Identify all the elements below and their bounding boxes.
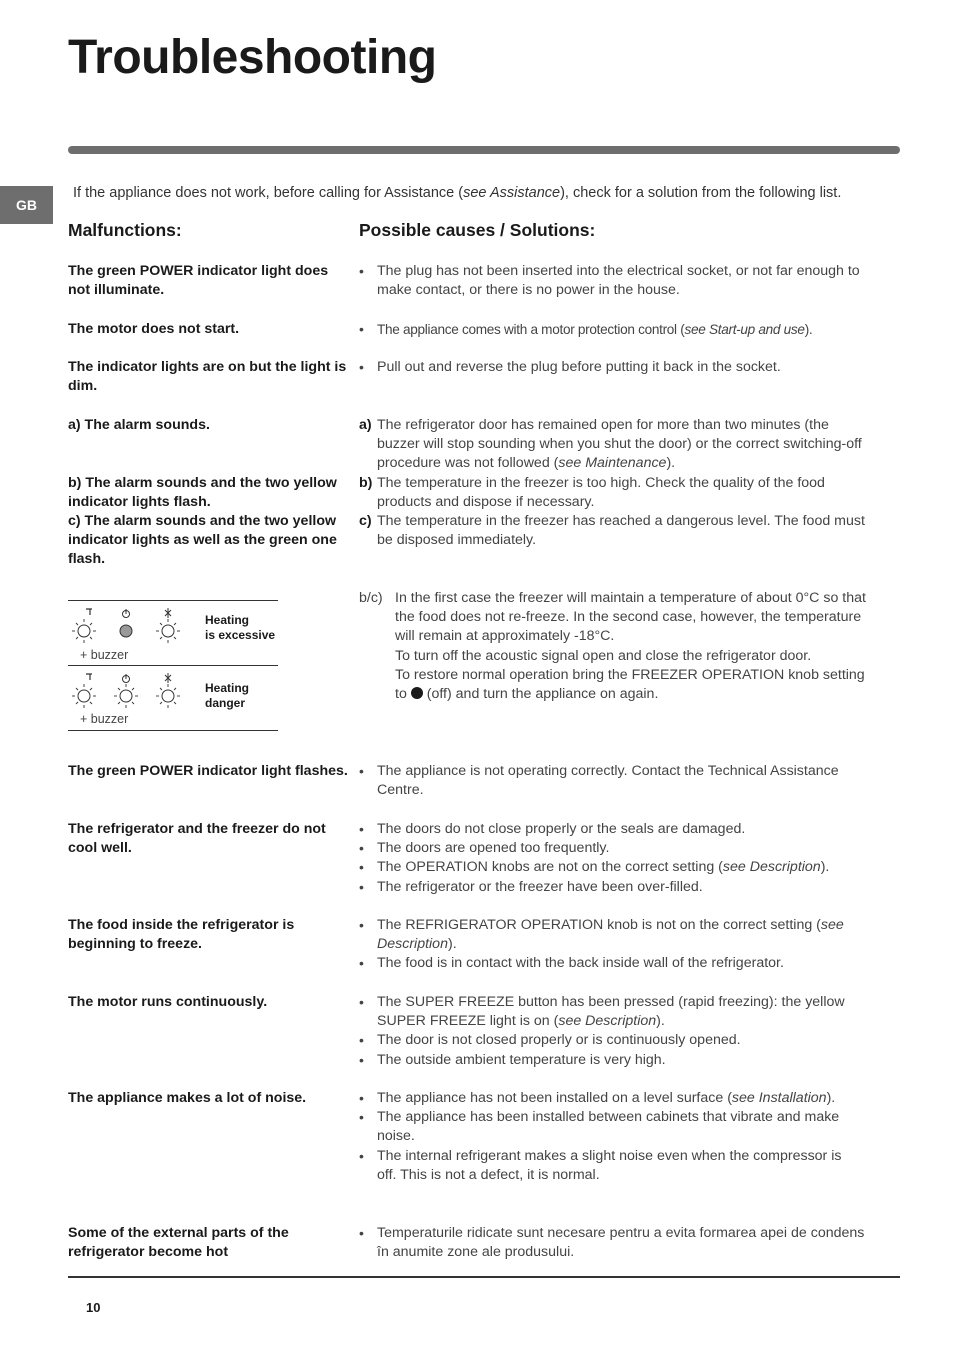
- list-item: [359, 320, 874, 339]
- malfunction-noise: The appliance makes a lot of noise.: [68, 1090, 307, 1106]
- item-marker: b): [359, 474, 373, 491]
- item-marker: a): [359, 417, 372, 433]
- label-line: Heating: [205, 681, 250, 695]
- alarm-solutions: [359, 416, 874, 550]
- solution-text: ).: [447, 936, 457, 953]
- language-tab: GB: [0, 186, 53, 224]
- solution-ref: see Description: [377, 917, 844, 953]
- solution-list: [359, 916, 874, 974]
- solution-text: ).: [820, 859, 830, 876]
- page-number: 10: [86, 1300, 101, 1315]
- bullet: •: [359, 1109, 364, 1126]
- buzzer-label: + buzzer: [80, 712, 129, 726]
- solution-text-part: To restore normal operation bring the FREEZER OPERATION knob setting to: [395, 666, 865, 703]
- solution-text: The outside ambient temperature is very high.: [377, 1051, 666, 1068]
- solution-text: Temperaturile ridicate sunt necesare pentru a evita formarea apei de condens în anumite zone ale produsului.: [377, 1225, 865, 1261]
- page-title: Troubleshooting: [68, 31, 437, 84]
- list-item: [359, 916, 874, 954]
- solution-list: [359, 358, 874, 377]
- solution-text: The REFRIGERATOR OPERATION knob is not on the correct setting (: [377, 917, 821, 933]
- solution-ref: see Installation: [731, 1090, 827, 1106]
- list-item: [359, 416, 874, 474]
- list-item: [359, 954, 874, 973]
- bullet: •: [359, 263, 364, 279]
- bullet: •: [359, 1147, 364, 1164]
- indicator-group-excessive: [68, 601, 278, 665]
- label-line: Heating: [205, 613, 250, 627]
- solution-list: [359, 820, 874, 897]
- list-item: [359, 589, 874, 704]
- malfunction-alarm-c: c) The alarm sounds and the two yellow indicator lights as well as the green one flash.: [68, 513, 337, 568]
- solution-list: [359, 320, 874, 339]
- off-dot-icon: [411, 687, 423, 699]
- freezer-light-icon: [156, 608, 180, 643]
- solution-ref: see Description: [722, 859, 821, 876]
- solution-ref: see Description: [558, 1013, 657, 1030]
- solution-text: ).: [666, 455, 676, 472]
- intro-after: ), check for a solution from the following list.: [560, 185, 842, 201]
- list-item: [359, 512, 874, 550]
- solution-list: [359, 762, 874, 800]
- list-item: [359, 474, 874, 512]
- bullet: •: [359, 821, 364, 837]
- malfunction-power-flashes: The green POWER indicator light flashes.: [68, 763, 348, 779]
- bullet: •: [359, 1225, 364, 1241]
- solution-text: ).: [826, 1090, 836, 1106]
- power-light-icon: [120, 609, 132, 637]
- list-item: [359, 820, 874, 839]
- solution-text: [395, 666, 874, 704]
- malfunction-motor-continuous: The motor runs continuously.: [68, 994, 268, 1010]
- list-item: [359, 1224, 874, 1262]
- super-freeze-light-icon: [72, 674, 96, 708]
- solution-text: ).: [656, 1013, 665, 1030]
- diagram-label-excessive: [205, 613, 275, 643]
- indicator-lights-icon: [68, 670, 198, 718]
- solution-text: The appliance has not been installed on a level surface (: [377, 1090, 732, 1106]
- solution-text: The appliance has been installed between cabinets that vibrate and make noise.: [377, 1109, 840, 1145]
- malfunction-not-cool: The refrigerator and the freezer do not cool well.: [68, 821, 326, 857]
- solution-text: The plug has not been inserted into the electrical socket, or not far enough to make contact, or there is no power in the house.: [377, 263, 860, 299]
- item-marker: c): [359, 513, 372, 530]
- bullet: •: [359, 1090, 364, 1106]
- solution-text: The doors do not close properly or the seals are damaged.: [377, 821, 746, 837]
- solution-ref: see Maintenance: [558, 455, 667, 472]
- malfunction-food-freeze: The food inside the refrigerator is beginning to freeze.: [68, 917, 295, 953]
- malfunction-power-not-illuminate: The green POWER indicator light does not illuminate.: [68, 263, 329, 299]
- solution-ref: see Start-up and use: [684, 322, 805, 337]
- alarm-solution-bc: [359, 589, 874, 704]
- label-line: danger: [205, 696, 246, 710]
- bullet: •: [359, 878, 364, 895]
- bullet: •: [359, 763, 364, 779]
- bullet: •: [359, 859, 364, 876]
- bullet: •: [359, 1051, 364, 1068]
- solution-text: In the first case the freezer will maintain a temperature of about 0°C so that the food does not re-freeze. In the second case, however, the temperature will remain at approximately -18°C.: [395, 590, 866, 645]
- solution-list: [359, 1224, 874, 1262]
- list-item: [359, 993, 874, 1031]
- label-line: is excessive: [205, 628, 276, 642]
- solution-list: [359, 993, 874, 1070]
- intro-ref: see Assistance: [463, 185, 561, 201]
- list-item: [359, 858, 874, 877]
- solution-text: The temperature in the freezer has reached a dangerous level. The food must be disposed immediately.: [377, 513, 865, 549]
- bullet: •: [359, 917, 364, 933]
- list-item: [359, 878, 874, 897]
- bottom-divider: [68, 1276, 900, 1278]
- solution-text: The door is not closed properly or is continuously opened.: [377, 1032, 741, 1049]
- power-light-icon: [114, 674, 138, 708]
- malfunction-alarm-a: a) The alarm sounds.: [68, 417, 210, 433]
- item-marker: b/c): [359, 590, 383, 606]
- solution-text: To turn off the acoustic signal open and close the refrigerator door.: [395, 647, 812, 664]
- diagram-label-danger: [205, 681, 249, 711]
- malfunction-external-hot: Some of the external parts of the refrigerator become hot: [68, 1225, 289, 1261]
- bullet: •: [359, 994, 364, 1010]
- list-item: [359, 762, 874, 800]
- malfunction-motor-not-start: The motor does not start.: [68, 321, 240, 337]
- intro-text: [73, 185, 903, 201]
- solution-text: The temperature in the freezer is too high. Check the quality of the food products and dispose if necessary.: [377, 474, 825, 510]
- solutions-heading: Possible causes / Solutions:: [359, 220, 596, 240]
- indicator-lights-icon: [68, 605, 198, 653]
- list-item: [359, 1051, 874, 1070]
- top-divider: [68, 146, 900, 154]
- solution-text: The appliance is not operating correctly. Contact the Technical Assistance Centre.: [377, 763, 839, 799]
- bullet: •: [359, 955, 364, 972]
- solution-text: The SUPER FREEZE button has been pressed (rapid freezing): the yellow SUPER FREEZE light is on (: [377, 994, 845, 1030]
- solution-text: The food is in contact with the back inside wall of the refrigerator.: [377, 955, 784, 972]
- malfunction-lights-dim: The indicator lights are on but the light is dim.: [68, 359, 347, 395]
- buzzer-label: + buzzer: [80, 648, 129, 662]
- super-freeze-light-icon: [72, 609, 96, 643]
- solution-text: The refrigerator door has remained open for more than two minutes (the buzzer will stop sounding when you shut the door) or the correct switching-off procedure was not followed (: [377, 417, 862, 472]
- solution-text-part: (off) and turn the appliance on again.: [426, 686, 659, 703]
- malfunctions-heading: Malfunctions:: [68, 220, 182, 240]
- solution-list: [359, 262, 874, 300]
- diagram-divider: [68, 730, 278, 731]
- solution-text: The internal refrigerant makes a slight noise even when the compressor is off. This is not a defect, it is normal.: [377, 1147, 842, 1183]
- list-item: [359, 1108, 859, 1146]
- solution-text: Pull out and reverse the plug before putting it back in the socket.: [377, 359, 781, 375]
- indicator-diagram: [68, 600, 278, 731]
- list-item: [359, 1031, 874, 1050]
- solution-text: The doors are opened too frequently.: [377, 840, 610, 857]
- bullet: •: [359, 1032, 364, 1049]
- solution-text: ).: [804, 322, 813, 337]
- list-item: [359, 839, 874, 858]
- list-item: [359, 1147, 859, 1185]
- solution-text: The appliance comes with a motor protection control (: [377, 322, 685, 337]
- bullet: •: [359, 321, 364, 337]
- intro-before: If the appliance does not work, before calling for Assistance (: [73, 185, 464, 201]
- indicator-group-danger: [68, 666, 278, 730]
- solution-text: The refrigerator or the freezer have been over-filled.: [377, 878, 703, 895]
- solution-text: The OPERATION knobs are not on the correct setting (: [377, 859, 723, 876]
- bullet: •: [359, 359, 364, 375]
- list-item: [359, 358, 874, 377]
- freezer-light-icon: [156, 673, 180, 708]
- bullet: •: [359, 840, 364, 857]
- solution-list: [359, 1089, 859, 1185]
- list-item: [359, 262, 874, 300]
- list-item: [359, 1089, 859, 1108]
- malfunction-alarm-b: b) The alarm sounds and the two yellow indicator lights flash.: [68, 475, 337, 511]
